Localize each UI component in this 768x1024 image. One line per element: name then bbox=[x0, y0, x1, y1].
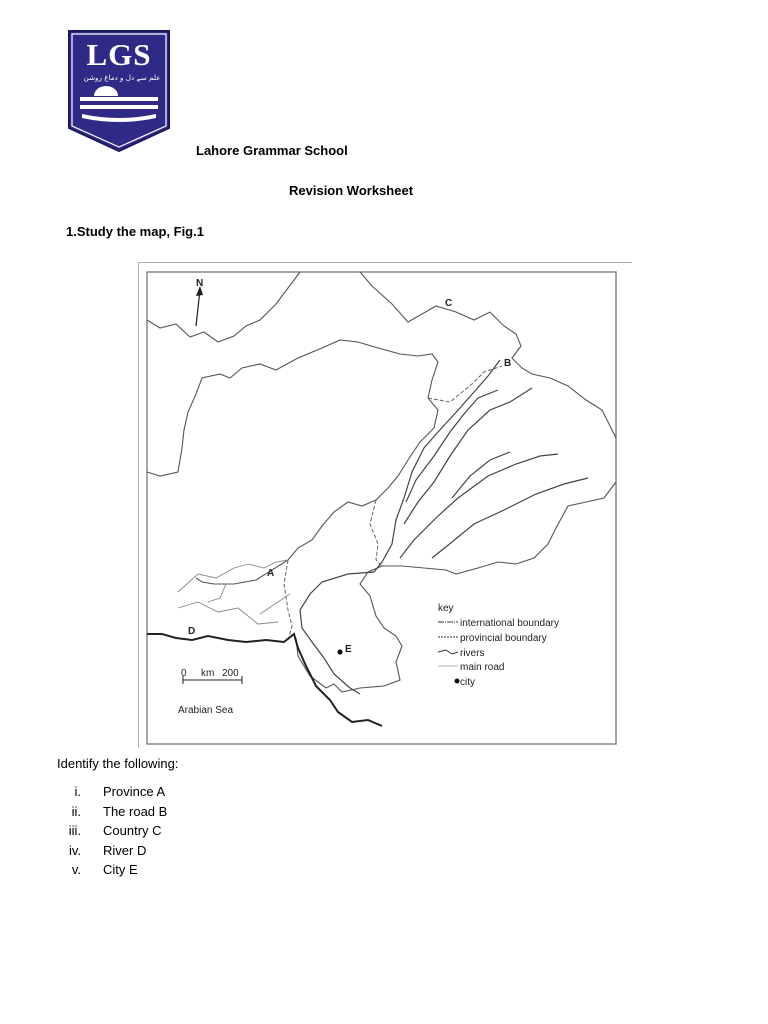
map-figure bbox=[138, 262, 632, 748]
key-rivers: rivers bbox=[460, 648, 485, 659]
map-label-e: E bbox=[345, 644, 352, 655]
key-provincial-boundary: provincial boundary bbox=[460, 633, 547, 644]
school-name: Lahore Grammar School bbox=[196, 143, 348, 158]
question-prompt: 1.Study the map, Fig.1 bbox=[66, 224, 204, 239]
worksheet-title: Revision Worksheet bbox=[289, 183, 414, 198]
item-text: The road B bbox=[103, 803, 168, 819]
item-text: Country C bbox=[103, 823, 162, 838]
school-logo bbox=[68, 30, 170, 152]
scale-distance: 200 bbox=[222, 668, 239, 679]
key-title: key bbox=[438, 603, 454, 614]
logo-text: LGS bbox=[86, 37, 152, 72]
city-e-dot bbox=[337, 649, 342, 654]
scale-unit: km bbox=[201, 668, 215, 679]
logo-motto: علم سے دل و دماغ روشن bbox=[83, 73, 161, 82]
item-number: v. bbox=[71, 862, 81, 877]
scale-zero: 0 bbox=[181, 668, 187, 679]
instruction-text: Identify the following: bbox=[57, 756, 179, 771]
north-label: N bbox=[196, 278, 204, 289]
map-label-b: B bbox=[504, 358, 512, 369]
map-label-a: A bbox=[267, 568, 275, 579]
item-text: City E bbox=[103, 862, 138, 877]
item-number: i. bbox=[74, 784, 81, 799]
item-number: iv. bbox=[68, 842, 81, 858]
key-international-boundary: international boundary bbox=[460, 618, 559, 629]
key-city: city bbox=[460, 677, 475, 688]
item-text: Province A bbox=[103, 784, 166, 799]
item-number: ii. bbox=[71, 803, 81, 819]
item-text: River D bbox=[103, 842, 147, 858]
sea-label: Arabian Sea bbox=[178, 705, 234, 716]
item-number: iii. bbox=[68, 823, 81, 838]
map-label-c: C bbox=[445, 298, 453, 309]
map-label-d: D bbox=[188, 626, 196, 637]
key-main-road: main road bbox=[460, 662, 505, 673]
